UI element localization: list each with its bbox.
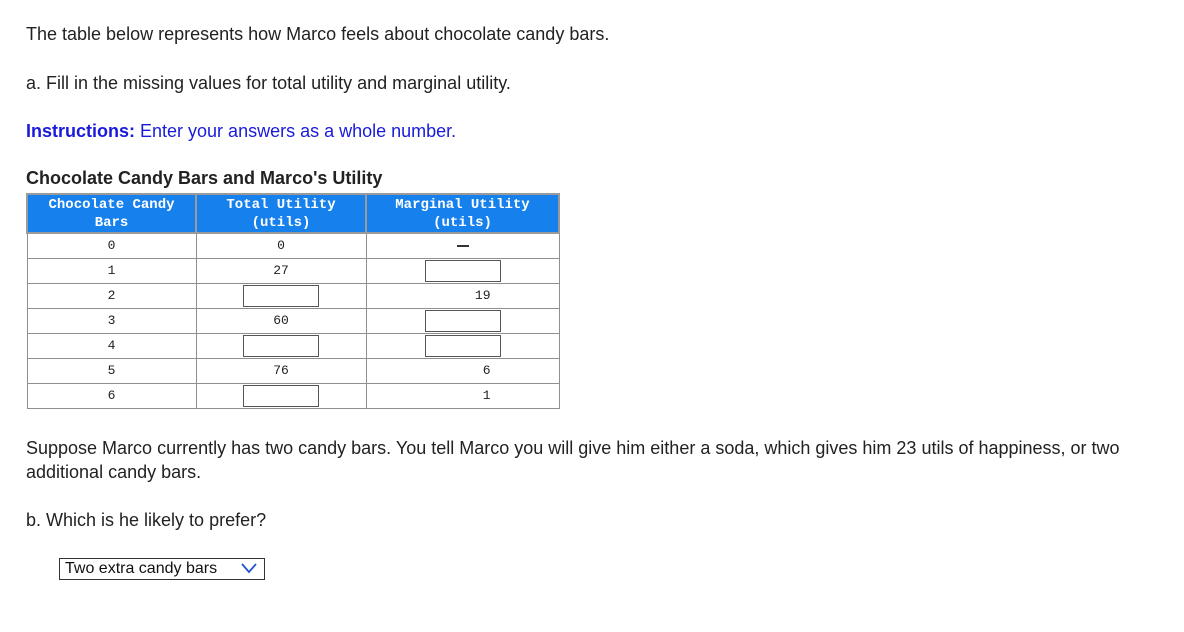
table-header-row xyxy=(27,194,559,233)
total-utility-cell: 76 xyxy=(196,358,366,383)
total-utility-input-row2[interactable] xyxy=(243,285,319,307)
table-row xyxy=(27,333,559,358)
table-row xyxy=(27,308,559,333)
marginal-utility-cell: 1 xyxy=(366,383,559,408)
total-utility-cell: 60 xyxy=(196,308,366,333)
marginal-utility-input-row1[interactable] xyxy=(425,260,501,282)
instructions-label: Instructions: xyxy=(26,121,136,141)
table-row xyxy=(27,258,559,283)
table-row xyxy=(27,233,559,258)
marginal-utility-cell xyxy=(366,308,559,333)
header-bars: Chocolate Candy Bars xyxy=(27,194,196,233)
scenario-text: Suppose Marco currently has two candy bars. You tell Marco you will give him either a soda, which gives him 23 utils of happiness, or two additional candy bars. xyxy=(26,438,1120,482)
marginal-utility-cell xyxy=(366,258,559,283)
instructions xyxy=(26,119,456,143)
bars-cell: 4 xyxy=(27,333,196,358)
total-utility-input-row4[interactable] xyxy=(243,335,319,357)
marginal-utility-cell: 6 xyxy=(366,358,559,383)
question-a: a. Fill in the missing values for total utility and marginal utility. xyxy=(26,73,511,93)
header-marginal-utility: Marginal Utility (utils) xyxy=(366,194,559,233)
table-row xyxy=(27,283,559,308)
dash-icon xyxy=(457,245,469,247)
table-row xyxy=(27,358,559,383)
chevron-down-icon xyxy=(240,561,258,575)
table-row xyxy=(27,383,559,408)
total-utility-cell xyxy=(196,383,366,408)
total-utility-cell xyxy=(196,283,366,308)
total-utility-cell: 0 xyxy=(196,233,366,258)
table-caption: Chocolate Candy Bars and Marco's Utility xyxy=(26,168,383,188)
preference-select[interactable] xyxy=(59,558,265,580)
marginal-utility-input-row3[interactable] xyxy=(425,310,501,332)
bars-cell: 0 xyxy=(27,233,196,258)
marginal-utility-cell: 19 xyxy=(366,283,559,308)
instructions-text: Enter your answers as a whole number. xyxy=(135,121,457,141)
marginal-utility-cell xyxy=(366,233,559,258)
intro-text: The table below represents how Marco feels about chocolate candy bars. xyxy=(26,24,610,44)
total-utility-input-row6[interactable] xyxy=(243,385,319,407)
total-utility-cell: 27 xyxy=(196,258,366,283)
bars-cell: 6 xyxy=(27,383,196,408)
header-total-utility: Total Utility (utils) xyxy=(196,194,366,233)
bars-cell: 5 xyxy=(27,358,196,383)
marginal-utility-input-row4[interactable] xyxy=(425,335,501,357)
total-utility-cell xyxy=(196,333,366,358)
question-b: b. Which is he likely to prefer? xyxy=(26,510,267,530)
marginal-utility-cell xyxy=(366,333,559,358)
bars-cell: 1 xyxy=(27,258,196,283)
preference-select-value: Two extra candy bars xyxy=(65,560,218,577)
bars-cell: 3 xyxy=(27,308,196,333)
utility-table xyxy=(26,193,560,409)
bars-cell: 2 xyxy=(27,283,196,308)
